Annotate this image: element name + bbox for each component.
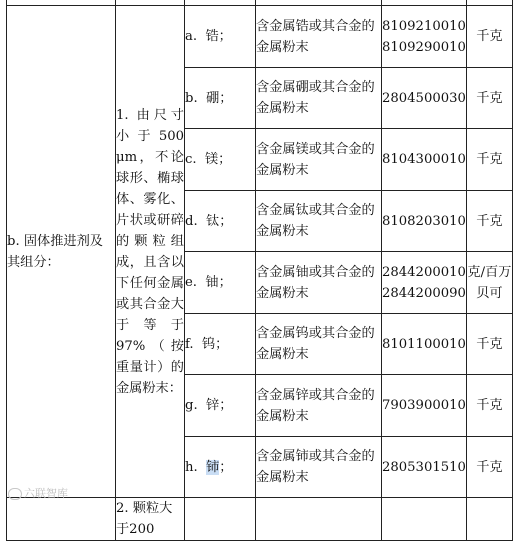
element-cell: h. 铈； bbox=[185, 437, 256, 498]
description-text: 1. 由尺寸小于500 μm，不论球形、椭球体、雾化、片状或研碎的颗粒组成，且含以下任何金属或其合金大于等于97%（按重量计）的金属粉末： bbox=[116, 107, 184, 396]
item-text-cell: 含金属钛或其合金的金属粉末 bbox=[256, 191, 382, 252]
unit-cell: 千克 bbox=[466, 129, 512, 191]
element-cell: d. 钛； bbox=[185, 191, 256, 252]
code-cell: 8101100010 bbox=[382, 314, 467, 375]
section-label: b. 固体推进剂及其组分： bbox=[7, 233, 103, 270]
unit-cell: 克/百万贝可 bbox=[466, 252, 512, 314]
table-row bbox=[7, 6, 513, 68]
unit-cell: 千克 bbox=[466, 6, 512, 68]
unit-cell: 千克 bbox=[466, 375, 512, 437]
element-cell: a. 锆； bbox=[185, 6, 256, 68]
unit-cell: 千克 bbox=[466, 437, 512, 498]
code-cell: 8109210010 8109290010 bbox=[382, 6, 467, 68]
element-cell: g. 锌； bbox=[185, 375, 256, 437]
description-cell bbox=[116, 6, 185, 498]
highlighted-element: 铈 bbox=[206, 459, 220, 475]
element-cell: c. 镁； bbox=[185, 129, 256, 191]
unit-cell: 千克 bbox=[466, 314, 512, 375]
code-cell: 8108203010 bbox=[382, 191, 467, 252]
code-cell: 7903900010 bbox=[382, 375, 467, 437]
section-label-cell bbox=[7, 6, 116, 498]
code-cell: 2844200010 2844200090 bbox=[382, 252, 467, 314]
partial-description: 2. 颗粒大于200 bbox=[116, 498, 185, 541]
item-text-cell: 含金属硼或其合金的金属粉末 bbox=[256, 68, 382, 129]
unit-cell: 千克 bbox=[466, 68, 512, 129]
unit-cell: 千克 bbox=[466, 191, 512, 252]
item-text-cell: 含金属钨或其合金的金属粉末 bbox=[256, 314, 382, 375]
item-text-cell: 含金属镁或其合金的金属粉末 bbox=[256, 129, 382, 191]
code-cell: 8104300010 bbox=[382, 129, 467, 191]
code-cell: 2805301510 bbox=[382, 437, 467, 498]
watermark: 六联智库 bbox=[8, 485, 68, 501]
watermark-logo-icon bbox=[8, 488, 22, 500]
item-text-cell: 含金属锆或其合金的金属粉末 bbox=[256, 6, 382, 68]
item-text-cell: 含金属铀或其合金的金属粉末 bbox=[256, 252, 382, 314]
element-cell: e. 铀； bbox=[185, 252, 256, 314]
element-cell: b. 硼； bbox=[185, 68, 256, 129]
controlled-items-table bbox=[6, 0, 513, 541]
item-text-cell: 含金属铈或其合金的金属粉末 bbox=[256, 437, 382, 498]
element-cell: f. 钨； bbox=[185, 314, 256, 375]
item-text-cell: 含金属锌或其合金的金属粉末 bbox=[256, 375, 382, 437]
code-cell: 2804500030 bbox=[382, 68, 467, 129]
